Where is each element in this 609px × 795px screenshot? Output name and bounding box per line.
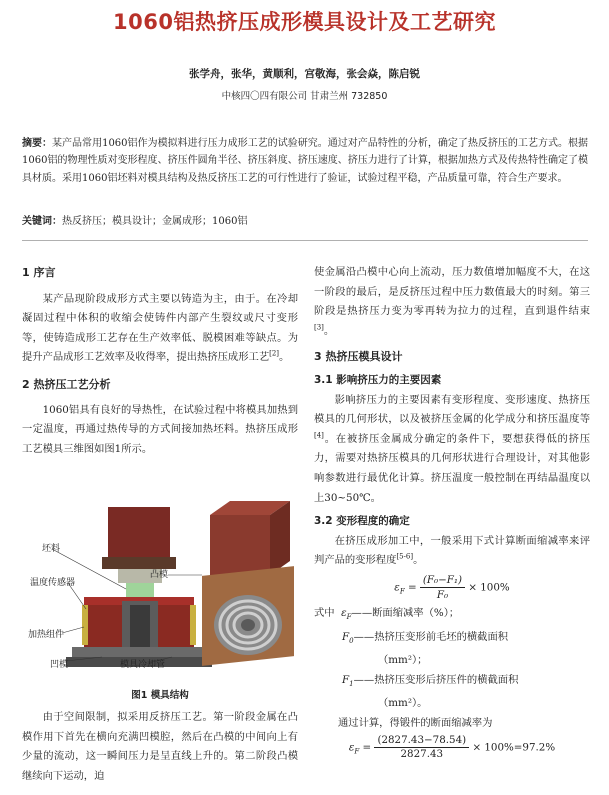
where-line-3-unit: （mm²）。 (378, 697, 428, 710)
where-line-2: $F_0——$热挤压变形前毛坯的横截面积 (342, 630, 509, 645)
section-3-2-paragraph: 在挤压成形加工中，一般采用下式计算断面缩减率来评判产品的变形程度[5-6]。 (314, 534, 590, 567)
figure-1-caption: 图1 模具结构 (131, 690, 189, 701)
figure-1 (22, 497, 298, 677)
where-line-3: $F_1——$热挤压变形后挤压件的横截面积 (342, 673, 519, 688)
keywords (22, 212, 588, 227)
section-1-paragraph: 某产品现阶段成形方式主要以铸造为主，由于。在冷却凝固过程中体积的收缩会使铸件内部产生裂纹或尺寸变形等，使铸造成形工艺存在生产效率低、脱模困难等缺点。为提升产品成形工艺效率及收得率，提出热挤压成形工艺[2]。 (22, 292, 298, 364)
keywords-label: 关键词： (22, 216, 62, 227)
where-line-2-unit: （mm²）； (378, 654, 428, 667)
label-temperature-sensor: 温度传感器 (30, 578, 76, 588)
where-line-1: 式中 $\varepsilon_F——$断面缩减率（%）； (314, 606, 460, 621)
continued-paragraph: 使金属沿凸模中心向上流动，压力数值增加幅度不大，在这一阶段的最后，是反挤压过程中压力数值最大的时刻。第三阶段是热挤压力变为零再转为拉力的过程，直到退件结束[3]。 (314, 266, 590, 337)
label-die: 凹模 (50, 660, 69, 670)
equation-2: $\varepsilon_F$ = $\frac{(2827.43-78.54)}{2827.43}$ × 100%=97.2% (348, 733, 556, 760)
calc-intro: 通过计算，得锻件的断面缩减率为 (338, 717, 493, 730)
citation: [3] (314, 323, 324, 332)
authors: 张学舟，张华，黄顺利，宫敬海，张会焱，陈启锐 (189, 68, 420, 80)
label-cooling-pipe: 模具冷却管 (120, 660, 166, 670)
paper-title: 1060铝热挤压成形模具设计及工艺研究 (113, 10, 496, 34)
label-blank: 坯料 (42, 544, 61, 554)
label-heater: 加热组件 (28, 630, 65, 640)
keywords-text: 热反挤压；模具设计；金属成形；1060铝 (62, 216, 248, 227)
divider (22, 240, 588, 241)
equation-1: $\varepsilon_F$ = $\frac{\text{(F₀−F₁)}}{\text{F₀}}$ × 100% (394, 573, 510, 601)
citation: [5-6] (396, 552, 414, 561)
section-3-1-heading: 3.1 影响挤压力的主要因素 (314, 373, 442, 386)
section-3-1-paragraph: 影响挤压力的主要因素有变形程度、变形速度、热挤压模具的几何形状，以及被挤压金属的化学成分和挤压温度等[4]。在被挤压金属成分确定的条件下，要想获得低的挤压力，需要对热挤压模具的几何形状进行合理设计，对其他影响参数进行最优化计算。挤压温度一般控制在再结晶温度以上30~50℃。 (314, 393, 590, 504)
abstract-text: 某产品常用1060铝作为模拟料进行压力成形工艺的试验研究。通过对产品特性的分析，确定了热反挤压的工艺方式。根据1060铝的物理性质对变形程度、挤压件圆角半径、挤压斜度、挤压速度、挤压力进行了计算，根据加热方式及传热特性确定了模具材质。采用1060铝坯料对模具结构及热反挤压工艺的可行性进行了验证，试验过程平稳，产品质量可靠，符合生产要求。 (22, 138, 588, 184)
section-3-2-heading: 3.2 变形程度的确定 (314, 515, 410, 528)
label-punch: 凸模 (150, 570, 169, 580)
left-column (22, 263, 298, 459)
punch-holder (108, 507, 170, 559)
left-paragraph-bottom: 由于空间限制，拟采用反挤压工艺。第一阶段金属在凸模作用下首先在横向充满凹模腔，然后在凸模的中间向上有少量的流动，这一瞬间压力是呈直线上升的。第二阶段凸模继续向下运动，迫 (22, 711, 298, 782)
affiliation: 中核四〇四有限公司 甘肃兰州 732850 (221, 91, 388, 102)
abstract-label: 摘要： (22, 138, 53, 149)
citation: [4] (314, 431, 324, 440)
right-column (314, 263, 590, 761)
section-1-heading: 1 序言 (22, 266, 56, 279)
section-2-paragraph: 1060铝具有良好的导热性，在试验过程中将模具加热到一定温度，再通过热传导的方式间接加热坯料。热挤压成形工艺模具三维图如图1所示。 (22, 403, 298, 455)
section-3-heading: 3 热挤压模具设计 (314, 350, 403, 364)
section-2-heading: 2 热挤压工艺分析 (22, 377, 111, 391)
abstract (22, 135, 588, 187)
citation: [2] (269, 349, 280, 358)
